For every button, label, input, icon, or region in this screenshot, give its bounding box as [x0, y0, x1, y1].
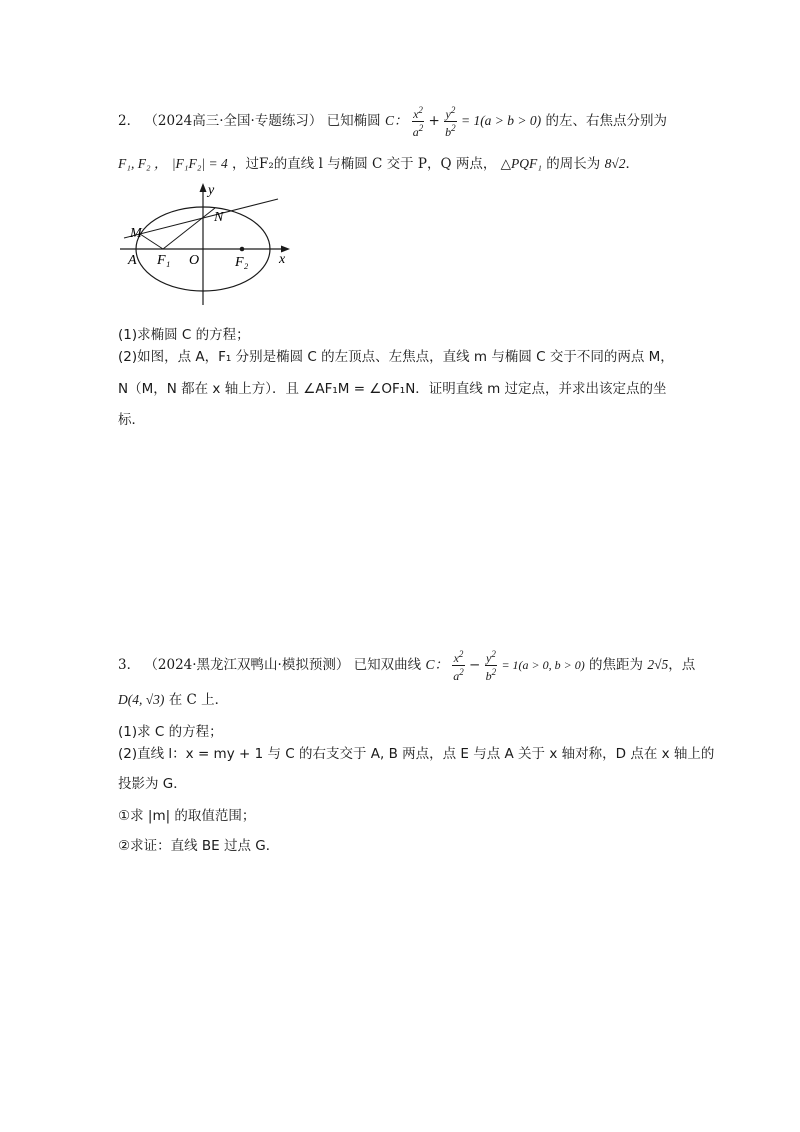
- q3-hyperbola-name: C：: [425, 657, 448, 672]
- q2-part2-line2: N（M，N 都在 x 轴上方）．且 ∠AF₁M = ∠OF₁N．证明直线 m 过定点，并求出该定点的坐: [118, 381, 667, 397]
- q3-known-text: 已知双曲线: [353, 657, 422, 673]
- q2-x2-over-a2: $\frac{x^2}{a^2}$: [412, 105, 424, 139]
- q2-triangle: △PQF₁: [500, 156, 542, 171]
- q3-y2-over-b2: $\frac{y^2}{b^2}$: [485, 649, 497, 683]
- y-axis-arrow: [200, 183, 207, 192]
- q3-number: 3．: [118, 657, 141, 673]
- q3-sub2: ②求证：直线 BE 过点 G．: [118, 838, 280, 854]
- label-o: O: [189, 253, 200, 268]
- q3-source: （2024·黑龙江双鸭山·模拟预测）: [144, 657, 350, 673]
- q2-equation-rhs: = 1(a > b > 0): [460, 113, 542, 128]
- label-y: y: [208, 183, 215, 198]
- label-m: M: [130, 226, 142, 241]
- q3-sub1: ①求 |m| 的取值范围；: [118, 808, 256, 824]
- q2-number: 2．: [118, 113, 141, 129]
- q3-tail: ，点: [668, 657, 696, 673]
- q3-part2-line1: (2)直线 l：x = my + 1 与 C 的右支交于 A, B 两点，点 E 与点 A 关于 x 轴对称，D 点在 x 轴上的: [118, 746, 715, 762]
- q2-source: （2024高三·全国·专题练习）: [144, 113, 323, 129]
- label-f1: F₁: [157, 253, 171, 268]
- q2-part2-line1: (2)如图，点 A，F₁ 分别是椭圆 C 的左顶点、左焦点，直线 m 与椭圆 C 交于不同的两点 M，: [118, 349, 674, 365]
- q3-focal-text: 的焦距为: [589, 657, 644, 673]
- q2-part1: (1)求椭圆 C 的方程；: [118, 327, 250, 343]
- q2-line2-mid: ，过F₂的直线 l 与椭圆 C 交于 P，Q 两点，: [232, 156, 497, 172]
- label-n: N: [214, 210, 224, 225]
- q2-ellipse-name: C：: [384, 113, 408, 128]
- q3-part1: (1)求 C 的方程；: [118, 724, 223, 740]
- q2-line2: F₁, F₂ ， |F₁F₂| = 4 ，过F₂的直线 l 与椭圆 C 交于 P，Q 两点， △PQF₁ 的周长为 8√2．: [118, 156, 639, 172]
- label-f2: F₂: [235, 255, 249, 270]
- segment-f1m: [140, 234, 163, 249]
- q2-part2-line3: 标．: [118, 412, 145, 428]
- q2-foci-names: F₁, F₂ ，: [118, 156, 168, 171]
- label-a: A: [128, 253, 137, 268]
- q2-f1f2-distance: |F₁F₂| = 4: [171, 156, 228, 171]
- q3-point-d: D(4, √3): [118, 692, 165, 707]
- q3-line2: [118, 690, 228, 710]
- q3-x2-over-a2: $\frac{x^2}{a^2}$: [453, 649, 464, 683]
- q2-y2-over-b2: $\frac{y^2}{b^2}$: [445, 105, 456, 139]
- q3-equation-rhs: = 1(a > 0, b > 0): [501, 658, 585, 672]
- q3-on-c: 在 C 上．: [168, 692, 229, 708]
- q3-line1: 3． （2024·黑龙江双鸭山·模拟预测） 已知双曲线 C： $\frac{x^2}{a^2}$ − $\frac{y^2}{b^2}$ = 1(a > 0, b > 0) 的焦距为 2√5，点: [118, 649, 696, 683]
- segment-f1n: [163, 208, 215, 249]
- q3-focal-value: 2√5: [647, 657, 669, 672]
- q2-known-text: 已知椭圆: [326, 113, 381, 129]
- f2-point: [240, 247, 245, 252]
- label-x: x: [279, 252, 286, 267]
- q3-part2-line2: 投影为 G．: [118, 776, 187, 792]
- q2-foci-text: 的左、右焦点分别为: [545, 113, 667, 129]
- ellipse-figure: [118, 180, 298, 305]
- q2-line2-end: 的周长为: [546, 156, 601, 172]
- q2-perimeter: 8√2: [604, 156, 626, 171]
- q2-line1: 2． （2024高三·全国·专题练习） 已知椭圆 C： $\frac{x^2}{a^2}$ + $\frac{y^2}{b^2}$ = 1(a > b > 0) 的左、右焦点分别为: [118, 105, 667, 139]
